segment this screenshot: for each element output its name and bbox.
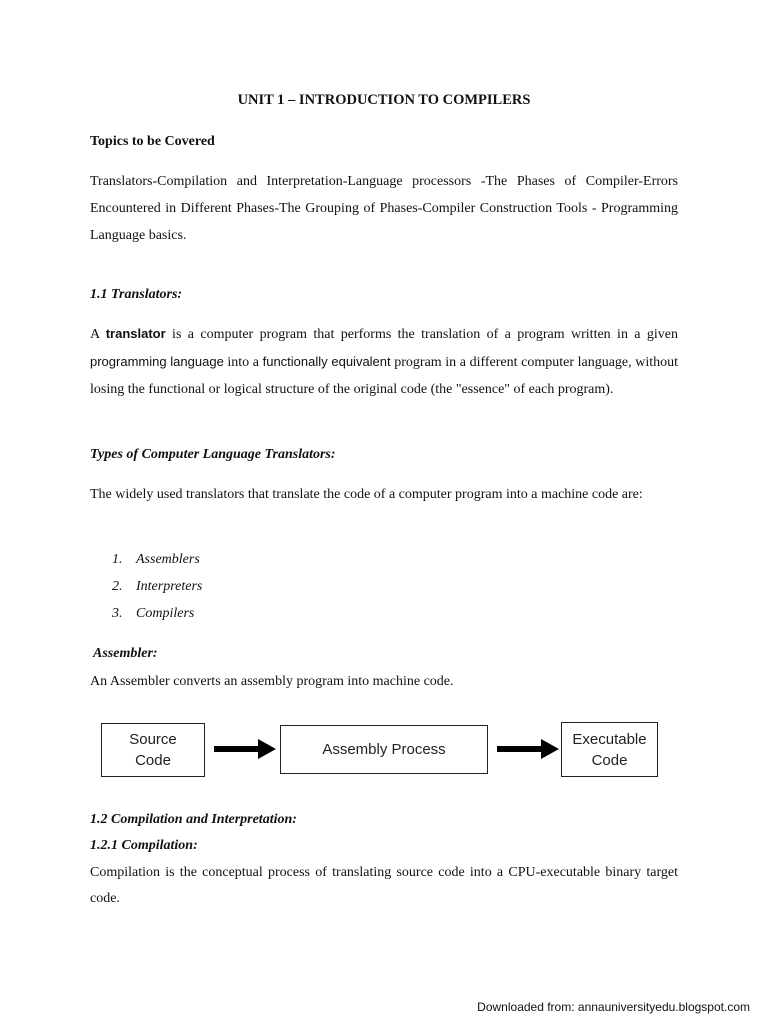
types-heading: Types of Computer Language Translators: — [90, 447, 336, 462]
box-text-line: Code — [135, 752, 171, 769]
download-footer: Downloaded from: annauniversityedu.blogspot.com — [477, 1000, 750, 1014]
translator-text-mid2: into a — [223, 355, 263, 370]
source-code-box — [101, 723, 205, 777]
keyword-programming-language: programming language — [90, 354, 224, 369]
page-title: UNIT 1 – INTRODUCTION TO COMPILERS — [237, 92, 531, 108]
section-1-2-1-heading: 1.2.1 Compilation: — [90, 838, 198, 853]
list-number: 1. — [112, 552, 123, 567]
arrow-right-icon — [497, 738, 559, 760]
list-number: 2. — [112, 579, 123, 594]
section-1-2-heading: 1.2 Compilation and Interpretation: — [90, 812, 297, 827]
list-number: 3. — [112, 606, 123, 621]
box-text-line: Source — [129, 731, 177, 748]
box-text-line: Code — [591, 751, 628, 769]
list-label: Assemblers — [136, 552, 200, 567]
list-label: Interpreters — [136, 579, 203, 594]
list-label: Compilers — [136, 606, 195, 621]
types-intro: The widely used translators that translate the code of a computer program into a machine code are: — [90, 487, 643, 502]
assembler-text: An Assembler converts an assembly program into machine code. — [90, 674, 454, 689]
box-text-line: Assembly Process — [322, 741, 446, 758]
translator-text-start: A — [90, 327, 106, 342]
keyword-translator: translator — [105, 326, 166, 341]
arrow-right-icon — [214, 738, 276, 760]
compilation-paragraph: Compilation is the conceptual process of translating source code into a CPU-executable binary target code. — [90, 865, 678, 906]
executable-code-box — [561, 722, 658, 777]
box-text-line: Executable — [572, 730, 647, 748]
translator-list-item — [112, 579, 202, 595]
translator-text-end: program in a different computer language, without losing the functional or logical structure of the original code (the "essence" of each program). — [90, 355, 679, 397]
topics-heading: Topics to be Covered — [90, 134, 215, 149]
assembler-heading: Assembler: — [93, 646, 158, 661]
section-1-1-heading: 1.1 Translators: — [90, 287, 183, 302]
translator-text-mid1: is a computer program that performs the translation of a program written in a given — [165, 327, 678, 342]
topics-paragraph: Translators-Compilation and Interpretation-Language processors -The Phases of Compiler-Errors Encountered in Different Phases-The Grouping of Phases-Compiler Construction Tools - Programming Language basics. — [90, 174, 678, 243]
translator-list-item — [112, 606, 194, 622]
keyword-functionally-equivalent: functionally equivalent — [262, 354, 391, 369]
translator-list-item — [112, 552, 200, 568]
translator-paragraph — [90, 320, 678, 403]
assembly-process-box — [280, 725, 488, 774]
